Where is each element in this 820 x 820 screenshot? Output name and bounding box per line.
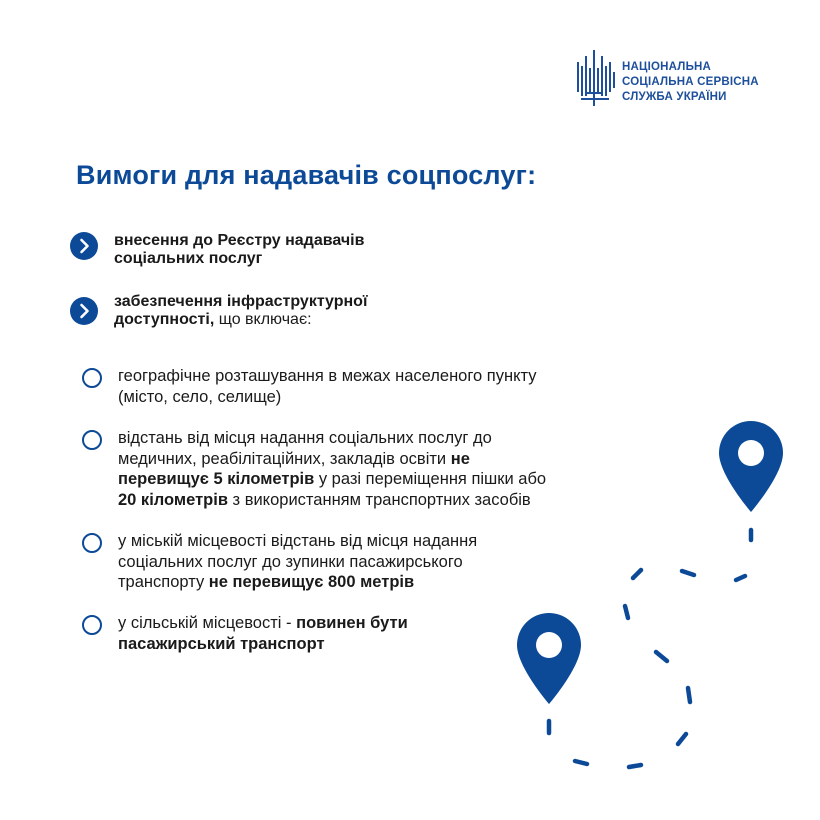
condition-line: транспорту xyxy=(118,573,209,591)
page-title: Вимоги для надавачів соцпослуг: xyxy=(76,160,537,190)
condition-line: географічне розташування в межах населеного пункту xyxy=(118,367,537,385)
map-pin-icon xyxy=(517,613,581,704)
condition-emphasis: пасажирський транспорт xyxy=(118,634,325,653)
condition-line: у разі переміщення пішки або xyxy=(314,470,547,488)
condition-emphasis: не xyxy=(450,449,470,468)
requirement-line-2: соціальних послуг xyxy=(114,250,263,267)
requirement-line-2-rest: що включає: xyxy=(214,311,312,328)
condition-line: відстань від місця надання соціальних послуг до xyxy=(118,429,492,447)
condition-emphasis: не перевищує 800 метрів xyxy=(208,573,415,591)
condition-line: медичних, реабілітаційних, закладів освіти xyxy=(118,449,451,468)
condition-emphasis: перевищує 5 кілометрів xyxy=(118,470,315,488)
requirement-line-1: забезпечення інфраструктурної xyxy=(114,293,368,310)
requirement-line-2-bold: доступності, xyxy=(114,311,215,328)
condition-line: (місто, село, селище) xyxy=(118,387,282,406)
logo-line-3: СЛУЖБА УКРАЇНИ xyxy=(622,91,727,103)
requirement-line-1: внесення до Реєстру надавачів xyxy=(114,232,365,249)
map-pin-icon xyxy=(719,421,783,512)
condition-line: соціальних послуг до зупинки пасажирського xyxy=(118,552,463,571)
condition-line: у міській місцевості відстань від місця надання xyxy=(118,532,478,550)
condition-line: з використанням транспортних засобів xyxy=(227,490,531,509)
logo-line-2: СОЦІАЛЬНА СЕРВІСНА xyxy=(622,76,759,88)
condition-line: у сільській місцевості - xyxy=(118,614,297,632)
condition-emphasis: 20 кілометрів xyxy=(118,490,228,509)
logo-line-1: НАЦІОНАЛЬНА xyxy=(622,61,712,73)
condition-emphasis: повинен бути xyxy=(296,614,408,632)
